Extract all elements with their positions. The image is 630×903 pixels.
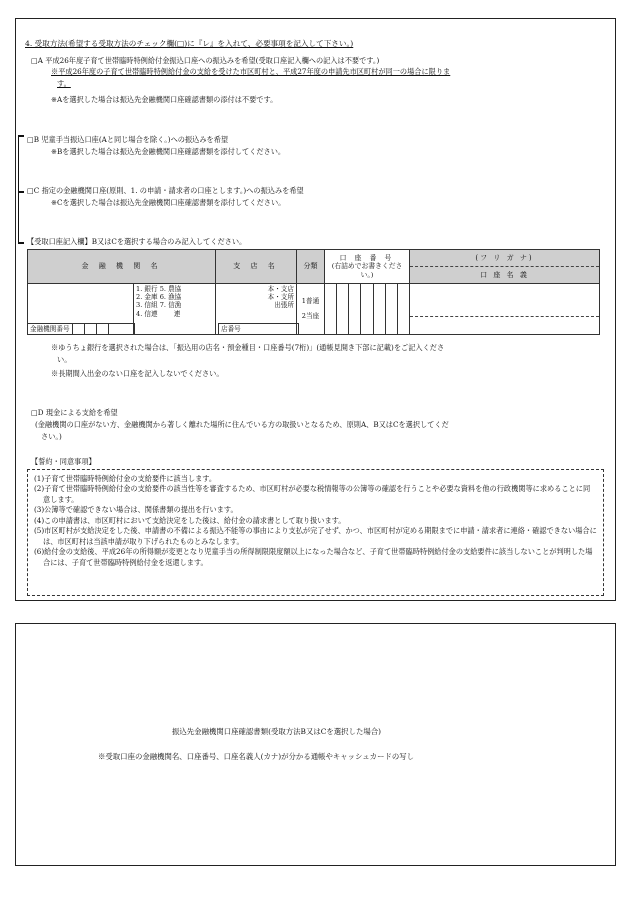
dormant-note: ※長期間入出金のない口座を記入しないでください。 (51, 369, 224, 378)
yucho-note: ※ゆうちょ銀行を選択された場合は、「振込用の店名・預金種目・口座番号(7桁)」(通帳見開き下部に記載)をご記入くださ (51, 343, 445, 352)
section4-title: 4. 受取方法(希望する受取方法のチェック欄(□)に『レ』を入れて、必要事項を記入して下さい。) (25, 39, 354, 48)
account-number-boxes[interactable] (325, 284, 410, 335)
option-b-note: ※Bを選択した場合は振込先金融機関口座確認書類を添付してください。 (51, 147, 286, 156)
option-b-checkbox[interactable]: □B 児童手当振込口座(Aと同じ場合を除く。)への振込みを希望 (27, 135, 229, 144)
oath-item: (1)子育て世帯臨時特例給付金の支給要件に該当します。 (34, 474, 217, 483)
col-type-header: 分類 (297, 250, 325, 284)
attachment-title: 振込先金融機関口座確認書類(受取方法B又はCを選択した場合) (172, 727, 382, 736)
option-c-note: ※Cを選択した場合は振込先金融機関口座確認書類を添付してください。 (51, 198, 286, 207)
oath-box (27, 469, 604, 596)
col-number-header (325, 250, 410, 284)
col-holder-title: 口 座 名 義 (480, 270, 529, 279)
col-number-note: (右詰めでお書きください。) (331, 262, 403, 279)
option-a-note1: ※平成26年度の子育て世帯臨時特例給付金の支給を受けた市区町村と、平成27年度の申請先市区町村が同一の場合に限りま (51, 67, 451, 76)
oath-item: (3)公簿等で確認できない場合は、関係書類の提出を行います。 (34, 505, 238, 515)
branch-type-options[interactable]: 本・支店 本・支所 出張所 (216, 284, 297, 335)
bracket-tick (18, 191, 24, 193)
col-bank-header: 金 融 機 関 名 (28, 250, 216, 284)
oath-item: (6)給付金の支給後、平成26年の所得額が変更となり児童手当の所得制限限度額以上になった場合など、子育て世帯臨時特例給付金の支給要件に該当しないことが判明した場合には、子育て世帯臨時特例給付金を返還します。 (34, 547, 593, 567)
bracket-tick (18, 135, 24, 137)
option-a-checkbox[interactable]: □A 平成26年度子育て世帯臨時特例給付金振込口座への振込みを希望(受取口座記入欄への記入は不要です。) (31, 56, 380, 65)
option-a-note2: ※Aを選択した場合は振込先金融機関口座確認書類の添付は不要です。 (51, 95, 278, 104)
bank-type-options[interactable]: 1. 銀行 5. 農協 2. 金庫 6. 漁協 3. 信組 7. 信漁 4. 信連 連 (134, 284, 216, 335)
option-d-note: (金融機関の口座がない方、金融機関から著しく離れた場所に住んでいる方の取扱いとなるため、原則A、B又はCを選択してくだ (35, 420, 449, 429)
yucho-note-cont: い。 (57, 355, 72, 364)
branch-code-label: 店番号 (221, 325, 241, 333)
col-holder-header (410, 250, 600, 284)
oath-item: (2)子育て世帯臨時特例給付金の支給要件の該当性等を審査するため、市区町村が必要な税情報等の公簿等の確認を行うことや必要な資料を他の行政機関等に求めることに同意します。 (34, 484, 591, 504)
options-bracket (18, 135, 19, 243)
attachment-frame (15, 623, 616, 866)
option-d-checkbox[interactable]: □D 現金による支給を希望 (31, 408, 118, 417)
bank-code-label: 金融機関番号 (30, 325, 70, 333)
option-d-note-cont: さい。) (41, 432, 62, 441)
branch-code-field[interactable] (218, 323, 299, 335)
option-c-checkbox[interactable]: □C 指定の金融機関口座(原則、1. の申請・請求者の口座とします。)への振込みを希望 (27, 186, 304, 195)
attachment-note: ※受取口座の金融機関名、口座番号、口座名義人(カナ)が分かる通帳やキャッシュカードの写し (98, 752, 415, 761)
oath-heading: 【誓約・同意事項】 (31, 457, 96, 466)
account-heading: 【受取口座記入欄】B又はCを選択する場合のみ記入してください。 (27, 237, 247, 246)
account-type-options[interactable]: 1普通 2当座 (297, 284, 325, 335)
oath-item: (5)市区町村が支給決定をした後、申請書の不備による振込不能等の事由により支払が完了せず、かつ、市区町村が定める期限までに申請・請求者に連絡・確認できない場合には、市区町村は当該申請が取り下げられたものとみなします。 (34, 526, 597, 546)
col-branch-header: 支 店 名 (216, 250, 297, 284)
col-number-title: 口 座 番 号 (339, 254, 395, 263)
col-kana-title: (フ リ ガ ナ) (410, 251, 599, 267)
bracket-tick (18, 242, 24, 244)
option-a-note1-cont: す。 (57, 79, 71, 88)
account-holder-input[interactable] (410, 284, 600, 335)
oath-item: (4)この申請書は、市区町村において支給決定をした後は、給付金の請求書として取り扱います。 (34, 515, 346, 525)
